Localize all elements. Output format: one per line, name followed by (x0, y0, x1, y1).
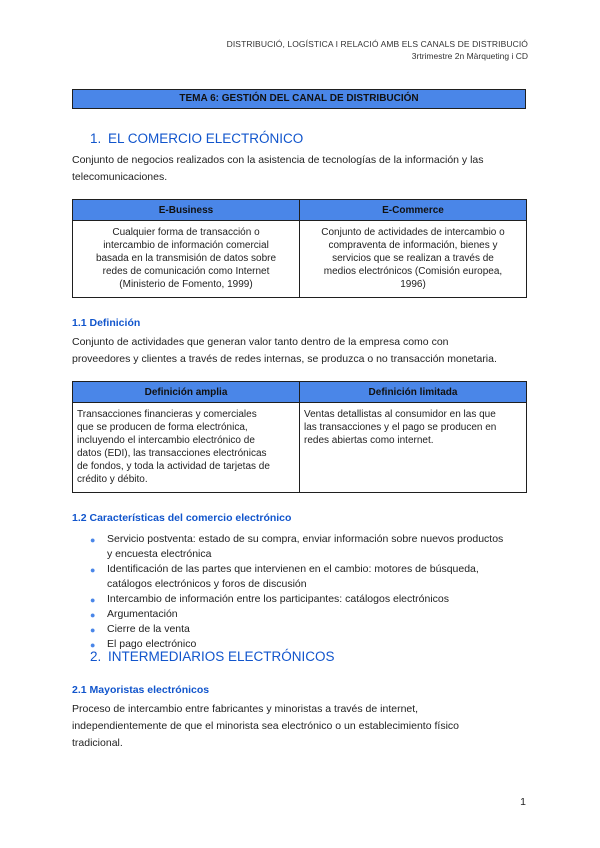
text-line: Conjunto de negocios realizados con la asistencia de tecnologías de la información y las (72, 154, 484, 166)
bullet-icon: ● (90, 625, 96, 635)
section-2-number: 2. (90, 649, 102, 664)
cell-line: medios electrónicos (Comisión europea, (323, 266, 503, 277)
bullet-icon: ● (90, 595, 96, 605)
table-cell (73, 221, 300, 298)
section-1-number: 1. (90, 131, 102, 146)
cell-line: las transacciones y el pago se producen en (304, 422, 497, 433)
bullet-icon: ● (90, 535, 96, 545)
section-2-title: INTERMEDIARIOS ELECTRÓNICOS (108, 649, 335, 664)
list-item (90, 592, 530, 607)
ebusiness-ecommerce-table (72, 199, 527, 298)
text-line: Proceso de intercambio entre fabricantes y minoristas a través de internet, (72, 703, 419, 715)
cell-line: que se producen de forma electrónica, (77, 422, 248, 433)
section-2-heading (90, 649, 335, 664)
cell-line: Transacciones financieras y comerciales (77, 409, 257, 420)
table-cell (73, 403, 300, 493)
cell-line: datos (EDI), las transacciones electrónicas (77, 448, 267, 459)
list-line: y encuesta electrónica (107, 548, 212, 560)
table-header: E-Commerce (300, 200, 527, 221)
table-header: E-Business (73, 200, 300, 221)
list-line: Argumentación (107, 608, 178, 620)
section-1-intro (72, 152, 532, 186)
subsection-2-1-title: 2.1 Mayoristas electrónicos (72, 684, 210, 696)
cell-line: compraventa de información, bienes y (328, 240, 498, 251)
cell-line: Cualquier forma de transacción o (112, 227, 260, 238)
header-term: 3rtrimestre 2n Màrqueting i CD (411, 51, 528, 61)
list-item (90, 532, 530, 562)
topic-banner: TEMA 6: GESTIÓN DEL CANAL DE DISTRIBUCIÓN (72, 89, 526, 109)
list-item (90, 622, 530, 637)
cell-line: incluyendo el intercambio electrónico de (77, 435, 255, 446)
subsection-1-1-title: 1.1 Definición (72, 317, 141, 329)
text-line: proveedores y clientes a través de redes internas, se produzca o no transacción monetaria. (72, 353, 497, 365)
cell-line: de fondos, y toda la actividad de tarjetas de (77, 461, 270, 472)
text-line: telecomunicaciones. (72, 171, 168, 183)
definitions-table (72, 381, 527, 493)
section-1-heading (90, 131, 303, 146)
table-cell (300, 221, 527, 298)
text-line: Conjunto de actividades que generan valor tanto dentro de la empresa como con (72, 336, 449, 348)
subsection-1-2-title: 1.2 Características del comercio electrónico (72, 512, 292, 524)
table-cell (300, 403, 527, 493)
cell-line: Ventas detallistas al consumidor en las que (304, 409, 496, 420)
list-line: catálogos electrónicos y foros de discusión (107, 578, 307, 590)
cell-line: 1996) (400, 279, 426, 290)
text-line: tradicional. (72, 737, 123, 749)
subsection-1-1-text (72, 334, 532, 368)
page-number: 1 (520, 796, 526, 808)
table-header: Definición limitada (300, 382, 527, 403)
list-line: El pago electrónico (107, 638, 197, 650)
characteristics-list (90, 532, 530, 652)
subsection-2-1-text (72, 701, 532, 752)
cell-line: redes de comunicación como Internet (102, 266, 270, 277)
cell-line: intercambio de información comercial (103, 240, 269, 251)
cell-line: redes abiertas como internet. (304, 435, 434, 446)
cell-line: (Ministerio de Fomento, 1999) (119, 279, 253, 290)
bullet-icon: ● (90, 610, 96, 620)
section-1-title: EL COMERCIO ELECTRÓNICO (108, 131, 304, 146)
table-header: Definición amplia (73, 382, 300, 403)
list-line: Cierre de la venta (107, 623, 190, 635)
bullet-icon: ● (90, 565, 96, 575)
cell-line: basada en la transmisión de datos sobre (95, 253, 277, 264)
list-line: Identificación de las partes que intervienen en el cambio: motores de búsqueda, (107, 563, 479, 575)
bullet-icon: ● (90, 640, 96, 650)
header-course-title: DISTRIBUCIÓ, LOGÍSTICA I RELACIÓ AMB ELS CANALS DE DISTRIBUCIÓ (226, 39, 528, 49)
list-line: Servicio postventa: estado de su compra, enviar información sobre nuevos productos (107, 533, 504, 545)
cell-line: Conjunto de actividades de intercambio o (321, 227, 505, 238)
cell-line: crédito y débito. (77, 474, 148, 485)
cell-line: servicios que se realizan a través de (332, 253, 494, 264)
list-line: Intercambio de información entre los participantes: catálogos electrónicos (107, 593, 450, 605)
text-line: independientemente de que el minorista sea electrónico o un establecimiento físico (72, 720, 459, 732)
list-item (90, 607, 530, 622)
list-item (90, 562, 530, 592)
